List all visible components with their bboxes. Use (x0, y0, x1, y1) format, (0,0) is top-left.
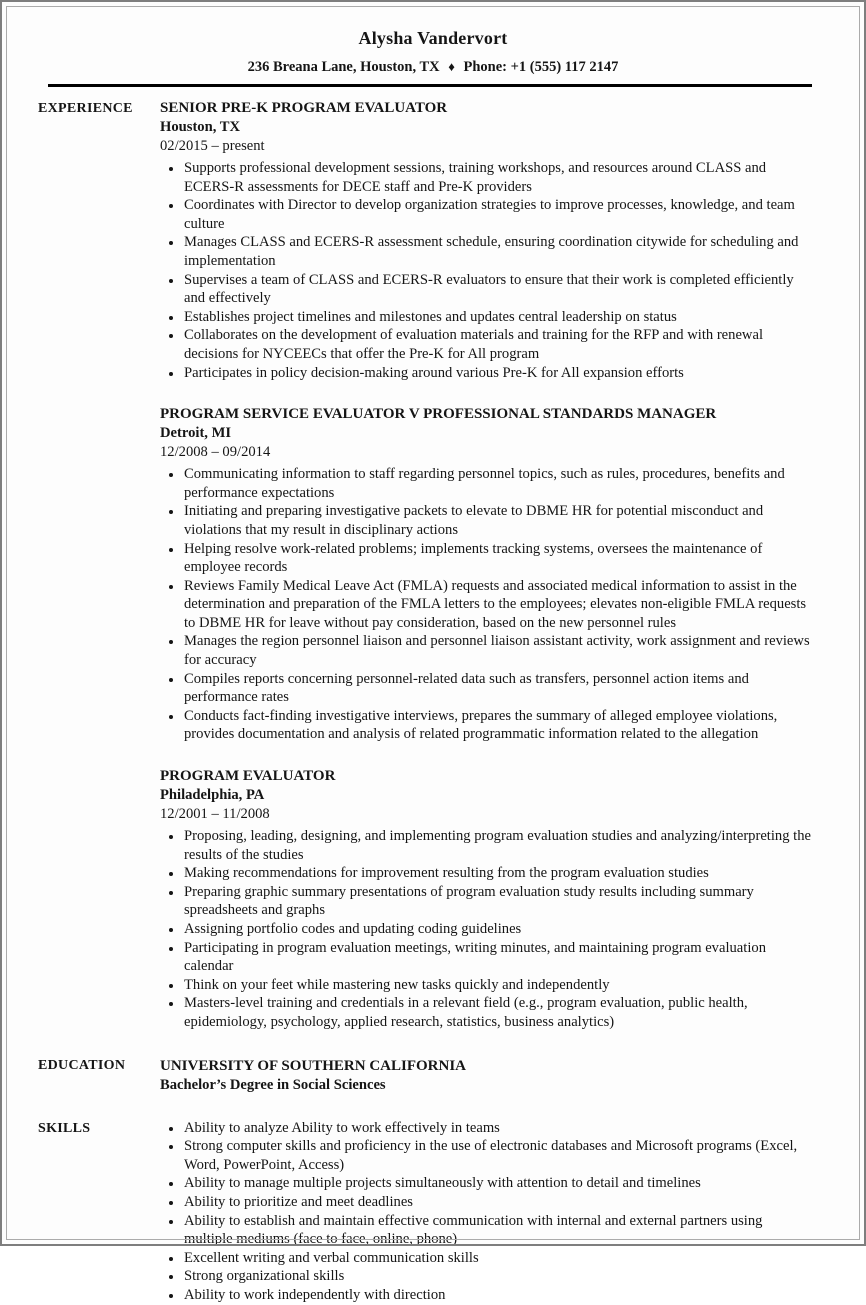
skill-bullet: • Strong computer skills and proficiency in the use of electronic databases and Microsoft programs (Excel, Word, PowerPoint, Access) (183, 1137, 812, 1174)
skill-bullet: • Ability to work independently with direction (183, 1286, 812, 1305)
job-bullet-list (160, 159, 812, 382)
resume-body (0, 87, 866, 1305)
job-bullet: • Preparing graphic summary presentations of program evaluation study results including summary spreadsheets and graphs (183, 883, 812, 920)
skill-bullet: • Ability to prioritize and meet deadlines (183, 1193, 812, 1212)
job-bullet: • Think on your feet while mastering new tasks quickly and independently (183, 976, 812, 995)
job-bullet: • Coordinates with Director to develop organization strategies to improve processes, knowledge, and team culture (183, 196, 812, 233)
job-bullet: • Reviews Family Medical Leave Act (FMLA) requests and associated medical information to assist in the determination and preparation of the FMLA letters to the employees; elevates non-eligible FMLA requests to DBME HR for leave without pay consideration, based on the new personnel rules (183, 577, 812, 633)
job-bullet: • Establishes project timelines and milestones and updates central leadership on status (183, 308, 812, 327)
job-bullet: • Participates in policy decision-making around various Pre-K for All expansion efforts (183, 364, 812, 383)
contact-line (0, 57, 866, 77)
contact-address: 236 Breana Lane, Houston, TX (247, 59, 440, 75)
job-dates: 12/2001 – 11/2008 (160, 806, 270, 823)
job-title: PROGRAM EVALUATOR (160, 768, 336, 785)
skill-bullet: • Excellent writing and verbal communication skills (183, 1249, 812, 1268)
job-bullet: • Collaborates on the development of evaluation materials and training for the RFP and with renewal decisions for NYCEECs that offer the Pre-K for All program (183, 326, 812, 363)
section-label-experience: EXPERIENCE (38, 101, 133, 116)
job-entry (160, 767, 812, 1032)
job-title: PROGRAM SERVICE EVALUATOR V PROFESSIONAL STANDARDS MANAGER (160, 406, 717, 423)
section-label-skills: SKILLS (38, 1120, 91, 1136)
job-bullet: • Assigning portfolio codes and updating coding guidelines (183, 920, 812, 939)
job-bullet-list (160, 465, 812, 744)
job-bullet: • Manages the region personnel liaison and personnel liaison assistant activity, work assignment and reviews for accuracy (183, 632, 812, 669)
job-bullet: • Manages CLASS and ECERS-R assessment schedule, ensuring coordination citywide for scheduling and implementation (183, 233, 812, 270)
section-label-education: EDUCATION (38, 1057, 126, 1073)
job-bullet: • Compiles reports concerning personnel-related data such as transfers, personnel action items and performance rates (183, 670, 812, 707)
job-bullet: • Helping resolve work-related problems; implements tracking systems, oversees the maintenance of employee records (183, 540, 812, 577)
job-location: Philadelphia, PA (160, 787, 265, 804)
skill-bullet: • Ability to manage multiple projects simultaneously with attention to detail and timelines (183, 1174, 812, 1193)
skill-bullet: • Ability to analyze Ability to work effectively in teams (183, 1119, 812, 1138)
skills-body (160, 1119, 812, 1305)
skill-bullet: • Strong organizational skills (183, 1267, 812, 1286)
education-section (38, 1056, 812, 1095)
job-bullet: • Communicating information to staff regarding personnel topics, such as rules, procedures, benefits and performance expectations (183, 465, 812, 502)
skills-section (38, 1119, 812, 1305)
job-bullet: • Participating in program evaluation meetings, writing minutes, and maintaining program evaluation calendar (183, 939, 812, 976)
resume-header (0, 0, 866, 87)
job-location: Detroit, MI (160, 425, 232, 442)
job-bullet-list (160, 827, 812, 1032)
school-name: UNIVERSITY OF SOUTHERN CALIFORNIA (160, 1057, 467, 1074)
skill-bullet: • Ability to establish and maintain effective communication with internal and external partners using multiple mediums (face to face, online, phone) (183, 1212, 812, 1249)
experience-entries (160, 99, 812, 1032)
job-location: Houston, TX (160, 119, 241, 135)
skills-list (160, 1119, 812, 1305)
diamond-icon: ♦ (448, 59, 455, 74)
experience-section (38, 99, 812, 1032)
job-entry (160, 99, 812, 382)
job-bullet: • Making recommendations for improvement resulting from the program evaluation studies (183, 864, 812, 883)
contact-phone: Phone: +1 (555) 117 2147 (463, 59, 619, 75)
job-dates: 02/2015 – present (160, 138, 265, 154)
job-entry (160, 405, 812, 744)
job-bullet: • Supports professional development sessions, training workshops, and resources around CLASS and ECERS-R assessments for DECE staff and Pre-K providers (183, 159, 812, 196)
job-bullet: • Initiating and preparing investigative packets to elevate to DBME HR for potential misconduct and violations that my result in disciplinary actions (183, 502, 812, 539)
degree-name: Bachelor’s Degree in Social Sciences (160, 1076, 386, 1093)
job-dates: 12/2008 – 09/2014 (160, 444, 271, 461)
job-bullet: • Proposing, leading, designing, and implementing program evaluation studies and analyzing/interpreting the results of the studies (183, 827, 812, 864)
education-entry (160, 1056, 812, 1095)
job-bullet: • Supervises a team of CLASS and ECERS-R evaluators to ensure that their work is completed efficiently and effectively (183, 271, 812, 308)
job-bullet: • Conducts fact-finding investigative interviews, prepares the summary of alleged employee violations, provides documentation and analysis of related programmatic information related to the allegation (183, 707, 812, 744)
job-title: SENIOR PRE-K PROGRAM EVALUATOR (160, 100, 448, 116)
job-bullet: • Masters-level training and credentials in a relevant field (e.g., program evaluation, public health, epidemiology, psychology, applied research, statistics, business analytics) (183, 994, 812, 1031)
candidate-name: Alysha Vandervort (358, 28, 508, 48)
